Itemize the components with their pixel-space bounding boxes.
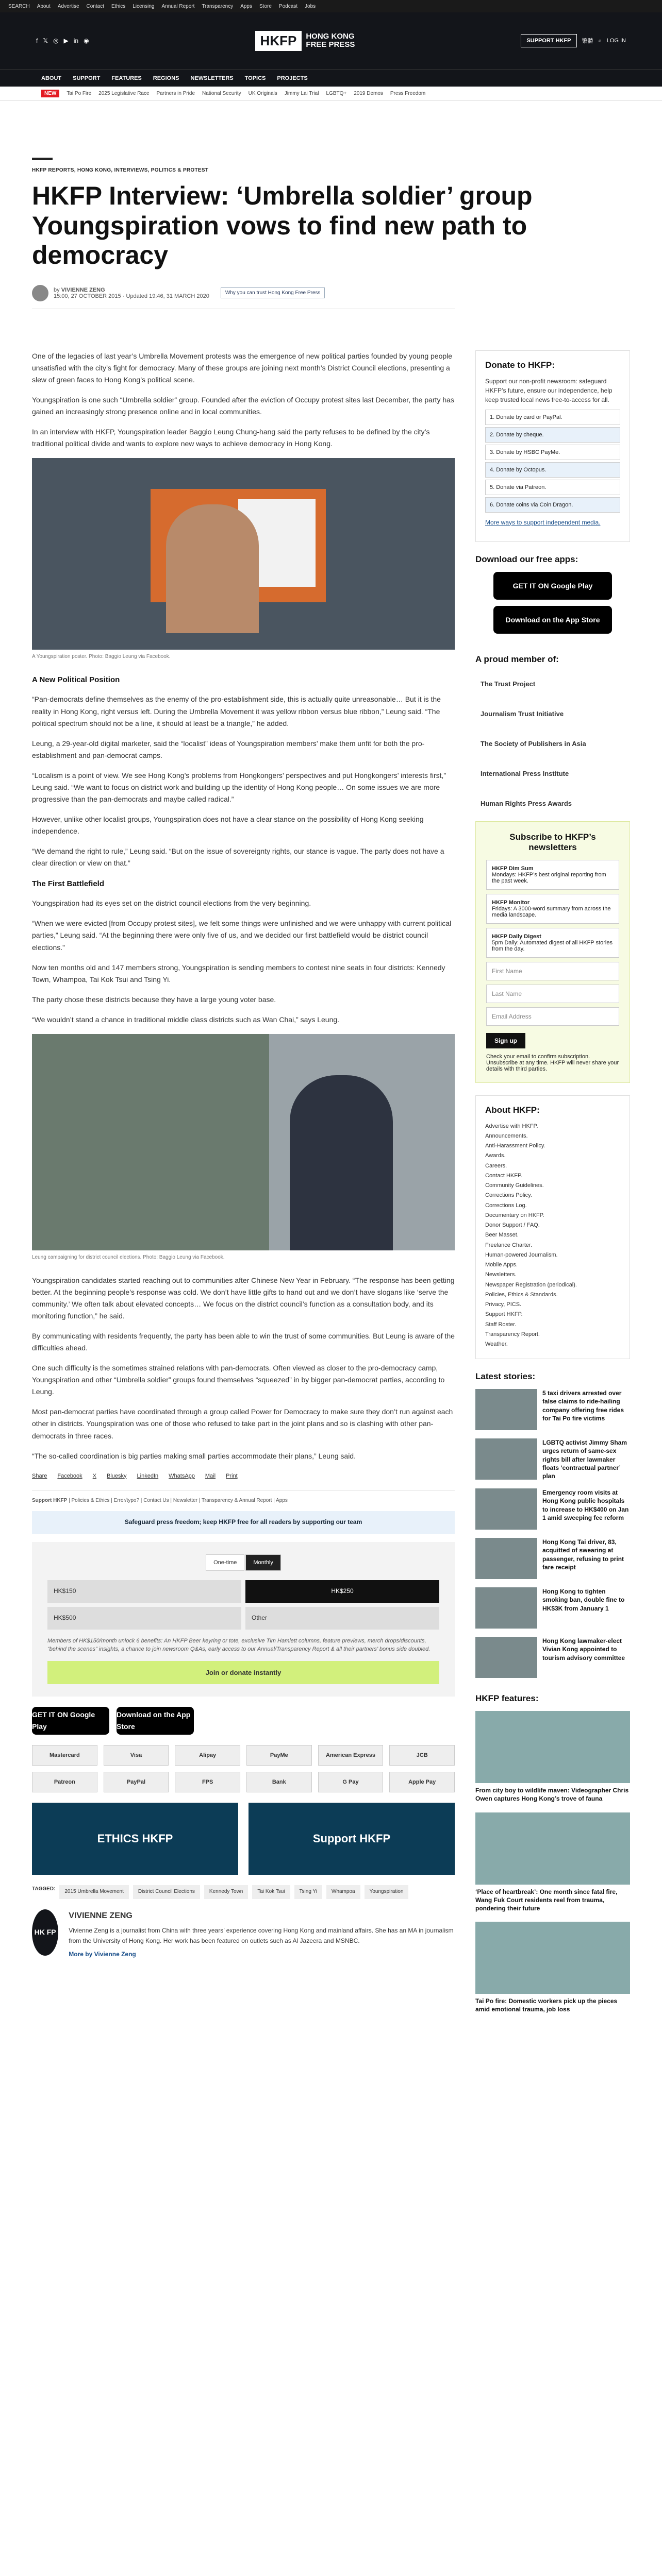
member-logo[interactable]: Human Rights Press Awards: [481, 800, 572, 807]
about-link[interactable]: Anti-Harassment Policy.: [485, 1143, 545, 1149]
trending-item[interactable]: LGBTQ+: [326, 91, 347, 96]
feature-story[interactable]: ‘Place of heartbreak’: One month since fatal fire, Wang Fuk Court residents reel from trauma, pondering their future: [475, 1812, 630, 1913]
poster-photo: [32, 458, 455, 650]
author-bio: Vivienne Zeng is a journalist from China with three years’ experience covering Hong Kong and mainland affairs. She has an MA in journalism from the University of Hong Kong. Her work has been featured on outlets such as Al Jazeera and MSNBC.: [69, 1927, 454, 1945]
donate-option[interactable]: 4. Donate by Octopus.: [485, 462, 620, 478]
about-link[interactable]: Newsletters.: [485, 1272, 517, 1278]
about-link[interactable]: Awards.: [485, 1153, 506, 1159]
about-link[interactable]: Privacy, PICS.: [485, 1301, 522, 1308]
latest-story[interactable]: LGBTQ activist Jimmy Sham urges return of same-sex rights bill after lawmaker floats ‘contractual partner’ plan: [475, 1438, 630, 1480]
latest-story[interactable]: Hong Kong Tai driver, 83, acquitted of swearing at passenger, refusing to print fare receipt: [475, 1538, 630, 1579]
trending-item[interactable]: Partners in Pride: [156, 91, 195, 96]
payment-icon: Patreon: [32, 1772, 97, 1792]
logo-line1: HONG KONG: [306, 31, 355, 41]
last-name-field[interactable]: Last Name: [486, 985, 619, 1003]
nav-topics[interactable]: TOPICS: [244, 75, 266, 81]
latest-story[interactable]: Hong Kong lawmaker-elect Vivian Kong appointed to tourism advisory committee: [475, 1637, 630, 1678]
paragraph: “The so-called coordination is big parties making small parties accommodate their plans,” Leung said.: [32, 1451, 356, 1460]
about-link[interactable]: Transparency Report.: [485, 1331, 540, 1337]
about-link[interactable]: Beer Masset.: [485, 1232, 519, 1239]
member-logo[interactable]: Journalism Trust Initiative: [481, 710, 564, 718]
amount-option[interactable]: HK$150: [47, 1580, 241, 1603]
site-header: [0, 12, 662, 69]
latest-heading: Latest stories:: [475, 1371, 536, 1382]
paragraph: Youngspiration had its eyes set on the district council elections from the very beginning.: [32, 899, 311, 908]
donate-box: [475, 350, 630, 542]
payment-icon: G Pay: [318, 1772, 384, 1792]
about-box: [475, 1095, 630, 1360]
author-name: VIVIENNE ZENG: [69, 1911, 133, 1920]
more-by-author-link[interactable]: More by Vivienne Zeng: [69, 1950, 136, 1958]
paragraph: “When we were evicted [from Occupy protest sites], we felt some things were unfinished and we were unhappy with current political parties,” Leung said. “At the beginning there were only five of us, and we decided our first battlefield would be district council elections.”: [32, 919, 452, 952]
paragraph: Now ten months old and 147 members strong, Youngspiration is sending members to contest nine seats in four districts: Kennedy Town, Whampoa, Tai Kok Tsui and Tsing Yi.: [32, 963, 445, 984]
topbar-contact[interactable]: Contact: [86, 3, 104, 9]
email-field[interactable]: Email Address: [486, 1007, 619, 1026]
share-facebook[interactable]: Facebook: [57, 1472, 82, 1479]
amount-option[interactable]: Other: [245, 1607, 439, 1630]
youtube-icon[interactable]: ▶: [63, 37, 69, 44]
content-wrap: [0, 350, 662, 2023]
payment-icon: PayMe: [246, 1745, 312, 1766]
tag[interactable]: Youngspiration: [365, 1885, 409, 1899]
tags-label: TAGGED:: [32, 1886, 56, 1892]
logo-mark: HKFP: [255, 31, 302, 51]
about-link[interactable]: Community Guidelines.: [485, 1182, 544, 1189]
tab-monthly[interactable]: Monthly: [245, 1554, 281, 1571]
paragraph: Youngspiration is one such “Umbrella soldier” group. Founded after the eviction of Occupy protest sites last December, the party has gained an increasingly strong presence online and in local communities.: [32, 395, 454, 416]
log-in-link[interactable]: LOG IN: [606, 38, 626, 44]
paragraph: The party chose these districts because they have a large young voter base.: [32, 995, 276, 1004]
share-x[interactable]: X: [92, 1472, 97, 1479]
tag[interactable]: Whampoa: [326, 1885, 360, 1899]
topbar-apps[interactable]: Apps: [240, 3, 252, 9]
site-logo[interactable]: [255, 31, 355, 51]
about-link[interactable]: Corrections Policy.: [485, 1192, 532, 1199]
latest-story[interactable]: Hong Kong to tighten smoking ban, double fine to HK$3K from January 1: [475, 1587, 630, 1629]
member-logo[interactable]: The Society of Publishers in Asia: [481, 740, 586, 748]
article-title: HKFP Interview: ‘Umbrella soldier’ group Youngspiration vows to find new path to democracy: [32, 181, 533, 269]
campaign-photo: [32, 1034, 455, 1250]
language-link[interactable]: 繁體: [582, 38, 593, 44]
nav-projects[interactable]: PROJECTS: [277, 75, 308, 81]
payment-icon: American Express: [318, 1745, 384, 1766]
nav-features[interactable]: FEATURES: [111, 75, 142, 81]
payment-methods: [32, 1745, 455, 1792]
article-header: [0, 158, 662, 309]
trending-item[interactable]: Press Freedom: [390, 91, 426, 96]
support-link[interactable]: Newsletter: [173, 1497, 198, 1503]
about-link[interactable]: Documentary on HKFP.: [485, 1212, 544, 1218]
paragraph: In an interview with HKFP, Youngspiration leader Baggio Leung Chung-hang said the party refuses to be defined by the city’s traditional political divide and wants to explore new ways to achieve democracy in Hong Kong.: [32, 427, 430, 448]
topbar-jobs[interactable]: Jobs: [305, 3, 316, 9]
facebook-icon[interactable]: f: [36, 37, 38, 44]
topbar-about[interactable]: About: [37, 3, 51, 9]
support-hkfp-button[interactable]: SUPPORT HKFP: [521, 34, 576, 47]
trending-item[interactable]: UK Originals: [248, 91, 277, 96]
newsletter-box: [475, 821, 630, 1083]
paragraph: “We demand the right to rule,” Leung said. “But on the issue of sovereignty rights, our stance is vague. The party does not have a clear direction or view on that.”: [32, 847, 444, 868]
share-label: Share: [32, 1472, 47, 1479]
payment-icon: Bank: [246, 1772, 312, 1792]
tag[interactable]: District Council Elections: [133, 1885, 200, 1899]
topbar-advertise[interactable]: Advertise: [57, 3, 79, 9]
newsletter-option[interactable]: HKFP Daily Digest 5pm Daily: Automated digest of all HKFP stories from the day.: [486, 928, 619, 958]
donate-text: Support our non-profit newsroom: safeguard HKFP’s future, ensure our independence, help keep trusted local news free-to-access for all.: [485, 377, 613, 403]
author-logo: HK FP: [32, 1909, 58, 1956]
donate-note: Members of HK$150/month unlock 6 benefits: An HKFP Beer keyring or tote, exclusive Tim Hamlett columns, feature previews, merch drops/discounts, “behind the scenes” insights, a chance to join newsroom Q&As, early access to our Annual/Transparency Report & all their partners’ bonus side doubled.: [47, 1637, 431, 1653]
google-play-badge[interactable]: GET IT ON Google Play: [32, 1707, 109, 1735]
article-body: [32, 350, 455, 2023]
trust-link[interactable]: Why you can trust Hong Kong Free Press: [221, 287, 325, 298]
features-heading: HKFP features:: [475, 1693, 539, 1704]
newsletter-note: Check your email to confirm subscription. Unsubscribe at any time. HKFP will never share your details with third parties.: [486, 1053, 619, 1072]
topbar-licensing[interactable]: Licensing: [133, 3, 155, 9]
top-bar: [0, 0, 662, 12]
topbar-search[interactable]: SEARCH: [8, 3, 30, 9]
donate-option[interactable]: 1. Donate by card or PayPal.: [485, 410, 620, 425]
apps-heading: Download our free apps:: [475, 554, 578, 564]
support-link[interactable]: Policies & Ethics: [71, 1497, 110, 1503]
topbar-ethics[interactable]: Ethics: [111, 3, 126, 9]
trending-label: NEW: [41, 90, 59, 97]
sign-up-button[interactable]: Sign up: [486, 1033, 525, 1048]
newsletter-heading: Subscribe to HKFP’s newsletters: [509, 832, 596, 852]
member-logo[interactable]: The Trust Project: [481, 680, 536, 688]
tag[interactable]: Tai Kok Tsui: [252, 1885, 290, 1899]
tab-one-time[interactable]: One-time: [206, 1554, 244, 1571]
payment-icon: Apple Pay: [389, 1772, 455, 1792]
support-links: Support HKFP | Policies & Ethics | Error/typo? | Contact Us | Newsletter | Transparency & Annual Report | Apps: [32, 1490, 455, 1512]
latest-story[interactable]: Emergency room visits at Hong Kong public hospitals to increase to HK$400 on Jan 1 amid sweeping fee reform: [475, 1488, 630, 1530]
logo-line2: FREE PRESS: [306, 40, 355, 49]
paragraph: “We wouldn’t stand a chance in traditional middle class districts such as Wan Chai,” says Leung.: [32, 1015, 340, 1024]
photo-caption: A Youngspiration poster. Photo: Baggio Leung via Facebook.: [32, 654, 171, 660]
app-store-badge[interactable]: Download on the App Store: [117, 1707, 194, 1735]
paragraph: “Pan-democrats define themselves as the enemy of the pro-establishment side, this is actually quite unreasonable… But it is the reality in Hong Kong, right versus left. During the Umbrella Movement it was yellow ribbon versus blue ribbon,” Leung said. “The political spectrum should not be a line, it should at least be a triangle,” he added.: [32, 695, 441, 727]
nav-newsletters[interactable]: NEWSLETTERS: [190, 75, 234, 81]
topbar-store[interactable]: Store: [259, 3, 272, 9]
latest-story[interactable]: 5 taxi drivers arrested over false claims to ride-hailing company offering free rides for Tai Po fire victims: [475, 1389, 630, 1430]
member-heading: A proud member of:: [475, 654, 559, 664]
trending-item[interactable]: 2025 Legislative Race: [98, 91, 150, 96]
trending-item[interactable]: 2019 Demos: [354, 91, 383, 96]
x-icon[interactable]: 𝕏: [43, 37, 48, 44]
trending-bar: [0, 87, 662, 101]
payment-icon: FPS: [175, 1772, 240, 1792]
trending-item[interactable]: National Security: [202, 91, 241, 96]
support-link[interactable]: Apps: [276, 1497, 288, 1503]
paragraph: Most pan-democrat parties have coordinated through a group called Power for Democracy to make sure they don’t run against each other in districts. Youngspiration was one of those who refused to take part in the joint plans and so is clashing with other pan-democrats in three races.: [32, 1408, 453, 1440]
google-play-badge[interactable]: GET IT ON Google Play: [493, 572, 612, 600]
sidebar: [475, 350, 630, 2023]
paragraph: One such difficulty is the sometimes strained relations with pan-democrats. Often viewed as closer to the pro-democracy camp, Youngspiration and other “Umbrella soldier” groups found themselves “squeezed” in by bigger pan-democrat parties, according to Leung.: [32, 1364, 445, 1396]
article-categories[interactable]: HKFP REPORTS, HONG KONG, INTERVIEWS, POLITICS & PROTEST: [32, 167, 209, 173]
nav-regions[interactable]: REGIONS: [153, 75, 179, 81]
payment-icon: Mastercard: [32, 1745, 97, 1766]
ethics-promo[interactable]: ETHICS HKFP: [32, 1803, 238, 1875]
updated-date: Updated 19:46, 31 MARCH 2020: [126, 293, 209, 299]
topbar-transparency[interactable]: Transparency: [202, 3, 234, 9]
about-link[interactable]: Freelance Charter.: [485, 1242, 533, 1248]
share-bar: [32, 1471, 455, 1481]
about-link[interactable]: Donor Support / FAQ.: [485, 1222, 540, 1228]
about-link[interactable]: Mobile Apps.: [485, 1262, 518, 1268]
donate-heading: Donate to HKFP:: [485, 360, 555, 370]
support-link[interactable]: Support HKFP: [32, 1497, 68, 1503]
author-box: [32, 1909, 455, 1960]
trending-item[interactable]: Tai Po Fire: [67, 91, 92, 96]
about-link[interactable]: Weather.: [485, 1341, 508, 1347]
safeguard-banner[interactable]: Safeguard press freedom; keep HKFP free for all readers by supporting our team: [32, 1511, 455, 1534]
amount-option[interactable]: HK$250: [245, 1580, 439, 1603]
payment-icon: Visa: [104, 1745, 169, 1766]
feature-story[interactable]: Tai Po fire: Domestic workers pick up the pieces amid emotional trauma, job loss: [475, 1922, 630, 2013]
support-promo[interactable]: Support HKFP: [249, 1803, 455, 1875]
main-nav: [0, 69, 662, 87]
share-bluesky[interactable]: Bluesky: [107, 1472, 127, 1479]
paragraph: Leung, a 29-year-old digital marketer, said the “localist” ideas of Youngspiration members’ make them unfit for both the pro-establishment and pan-democrat camps.: [32, 739, 425, 759]
donate-option[interactable]: 6. Donate coins via Coin Dragon.: [485, 497, 620, 513]
support-link[interactable]: Transparency & Annual Report: [202, 1497, 272, 1503]
about-link[interactable]: Staff Roster.: [485, 1321, 517, 1328]
paragraph: Youngspiration candidates started reaching out to communities after Chinese New Year in February. “The response has been getting better. At the beginning people’s response was cold. We don’t have little gifts to hand out and we don’t have slogans like ‘serve the community.’ We often talk about elevated concepts… We focus on the district council’s function as a consultation body, and its monitoring function,” he said.: [32, 1276, 455, 1320]
rss-icon[interactable]: ◉: [84, 37, 89, 44]
nav-support[interactable]: SUPPORT: [73, 75, 101, 81]
share-mail[interactable]: Mail: [205, 1472, 216, 1479]
tag[interactable]: Tsing Yi: [294, 1885, 322, 1899]
support-link[interactable]: Error/typo?: [113, 1497, 140, 1503]
publish-date: 15:00, 27 OCTOBER 2015: [54, 293, 121, 299]
payment-icon: PayPal: [104, 1772, 169, 1792]
by-label: by: [54, 286, 60, 293]
share-whatsapp[interactable]: WhatsApp: [169, 1472, 195, 1479]
about-link[interactable]: Support HKFP.: [485, 1311, 523, 1318]
section-heading: A New Political Position: [32, 675, 120, 684]
instagram-icon[interactable]: ◎: [53, 37, 59, 44]
app-store-badge[interactable]: Download on the App Store: [493, 606, 612, 634]
topbar-podcast[interactable]: Podcast: [278, 3, 298, 9]
linkedin-icon[interactable]: in: [73, 37, 79, 44]
about-heading: About HKFP:: [485, 1105, 540, 1115]
donate-option[interactable]: 3. Donate by HSBC PayMe.: [485, 445, 620, 460]
tag-list: [32, 1885, 455, 1899]
tag[interactable]: 2015 Umbrella Movement: [59, 1885, 129, 1899]
newsletter-option[interactable]: HKFP Dim Sum Mondays: HKFP’s best original reporting from the past week.: [486, 860, 619, 890]
feature-story[interactable]: From city boy to wildlife maven: Videographer Chris Owen captures Hong Kong’s trove of fauna: [475, 1711, 630, 1803]
about-link[interactable]: Contact HKFP.: [485, 1172, 522, 1179]
about-link[interactable]: Announcements.: [485, 1132, 528, 1139]
author-link[interactable]: VIVIENNE ZENG: [61, 286, 105, 293]
social-icons: [36, 37, 89, 44]
support-link[interactable]: Contact Us: [143, 1497, 169, 1503]
share-print[interactable]: Print: [226, 1472, 238, 1479]
about-link[interactable]: Human-powered Journalism.: [485, 1251, 558, 1258]
join-button[interactable]: Join or donate instantly: [47, 1661, 439, 1684]
paragraph: However, unlike other localist groups, Youngspiration does not have a clear stance on the possibility of Hong Kong seeking independence.: [32, 815, 424, 836]
search-icon[interactable]: ⌕: [598, 37, 602, 44]
trending-item[interactable]: Jimmy Lai Trial: [284, 91, 319, 96]
amount-option[interactable]: HK$500: [47, 1607, 241, 1630]
photo-caption: Leung campaigning for district council elections. Photo: Baggio Leung via Facebook.: [32, 1255, 225, 1261]
donate-option[interactable]: 2. Donate by cheque.: [485, 427, 620, 443]
donate-widget: [32, 1542, 455, 1697]
donate-option[interactable]: 5. Donate via Patreon.: [485, 480, 620, 495]
newsletter-option[interactable]: HKFP Monitor Fridays: A 3000-word summary from across the media landscape.: [486, 894, 619, 924]
title-accent: [32, 158, 53, 160]
topbar-annual-report[interactable]: Annual Report: [161, 3, 195, 9]
about-link[interactable]: Policies, Ethics & Standards.: [485, 1291, 558, 1298]
share-linkedin[interactable]: LinkedIn: [137, 1472, 159, 1479]
first-name-field[interactable]: First Name: [486, 962, 619, 980]
paragraph: “Localism is a point of view. We see Hong Kong’s problems from Hongkongers’ perspectives and put Hongkongers’ interests first,” Leung said. “We want to focus on district work and building up the identity of Hong Kong people… On some issues we are more progressive than the pan-democrats and maybe called radical.”: [32, 771, 446, 804]
byline: by VIVIENNE ZENG 15:00, 27 OCTOBER 2015 · Updated 19:46, 31 MARCH 2020 Why you can trust Hong Kong Free Press: [32, 285, 455, 309]
section-heading: The First Battlefield: [32, 879, 105, 888]
tag[interactable]: Kennedy Town: [204, 1885, 248, 1899]
member-logo[interactable]: International Press Institute: [481, 770, 569, 777]
about-link[interactable]: Advertise with HKFP.: [485, 1123, 538, 1129]
nav-about[interactable]: ABOUT: [41, 75, 62, 81]
about-link[interactable]: Newspaper Registration (periodical).: [485, 1281, 577, 1288]
more-ways-link[interactable]: More ways to support independent media.: [485, 518, 601, 526]
about-link[interactable]: Careers.: [485, 1162, 507, 1169]
payment-icon: JCB: [389, 1745, 455, 1766]
paragraph: One of the legacies of last year’s Umbrella Movement protests was the emergence of new political parties founded by young people unsatisfied with the city’s fight for democracy. Many of these groups are joining next month’s District Council elections, presenting a slew of green faces to Hong Kong’s political scene.: [32, 351, 453, 384]
about-link[interactable]: Corrections Log.: [485, 1202, 527, 1209]
paragraph: By communicating with residents frequently, the party has been able to win the trust of some communities. But Leung is aware of the difficulties ahead.: [32, 1331, 455, 1352]
payment-icon: Alipay: [175, 1745, 240, 1766]
author-avatar: [32, 285, 48, 301]
